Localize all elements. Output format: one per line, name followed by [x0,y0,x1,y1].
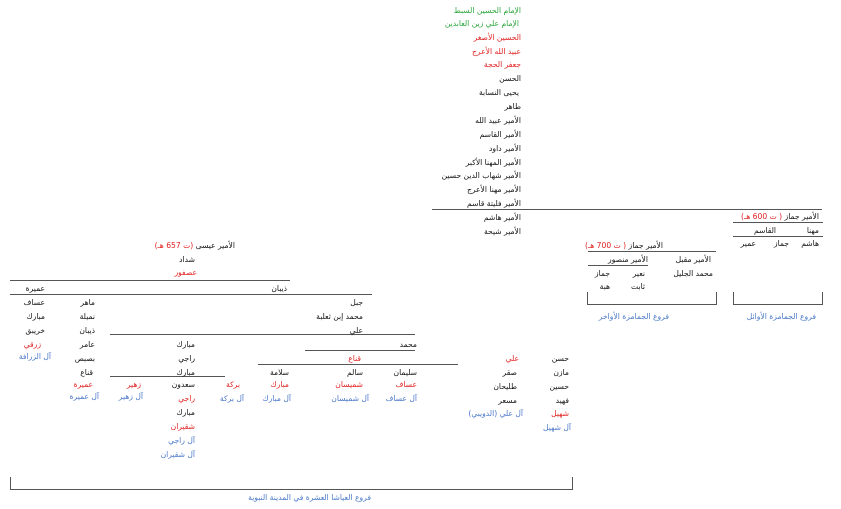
bracket-line [733,292,734,304]
branch-caption: آل عميرة [69,392,99,401]
connector-line [733,236,823,237]
chain-item: الأمير شهاب الدين حسين [441,171,521,180]
node: عصفور [174,268,197,277]
chain-item: طاهر [504,102,521,111]
bottom-caption: فروع العياشا العشرة في المدينة النبوية [248,493,371,502]
node: عمير [740,239,756,248]
node: هاشم [801,239,819,248]
node: حسن [551,354,569,363]
chain-item: الأمير عبيد الله [475,116,521,125]
node: مبارك [176,408,195,417]
connector-line [258,364,458,365]
branch-caption: فروع الجمامزة الأواخر [598,312,669,321]
branch-caption: آل شهيل [543,423,571,432]
chain-item: الحسين الأصغر [473,33,521,42]
node-head [155,242,235,250]
node: بركة [226,380,240,389]
node: زرقي [23,340,41,349]
node-head [741,213,819,221]
node: ذيبان [271,284,287,293]
connector-line [110,376,225,377]
node-name: الأمير جماز [784,212,819,221]
node: شميسان [335,380,363,389]
connector-line [588,265,648,266]
connector-line [305,350,415,351]
connector-line [10,280,290,281]
branch-caption: آل راجي [168,436,195,445]
connector-line [432,209,822,210]
connector-line [62,294,372,295]
node: ثابت [631,282,645,291]
branch-caption: فروع الجمامزة الأوائل [746,312,816,321]
chain-item: جعفر الحجة [483,60,521,69]
branch-caption: آل شقيران [160,450,195,459]
node: شداد [179,255,195,264]
node: مسعر [498,396,517,405]
node-head [585,242,663,250]
bracket-line [10,489,573,490]
node: محمد الجليل [673,269,713,278]
node: قناع [80,368,93,377]
branch-caption: آل الزرافة [18,352,51,361]
connector-line [110,334,415,335]
chain-item: الإمام علي زين العابدين [444,19,519,28]
node: سعدون [171,380,195,389]
node: فهيد [555,396,569,405]
node: مبارك [270,380,289,389]
chain-item: الأمير مهنا الأعرج [466,185,521,194]
node: مبارك [176,340,195,349]
node: زهير [126,380,141,389]
connector-line [588,251,716,252]
node: نعير [632,269,645,278]
node: محمد إبن ثعلبة [316,312,363,321]
node-date: (ت 657 هـ) [154,241,194,250]
node: مبارك [26,312,45,321]
node: جماز [773,239,789,248]
node: شقيران [170,422,195,431]
bracket-line [572,477,573,489]
chain-item: الأمير فليتة قاسم [467,199,521,208]
chain-item: الأمير المهنا الأكبر [465,158,521,167]
bracket-line [733,304,823,305]
node: مازن [553,368,569,377]
chain-item: الحسن [499,74,521,83]
node: ماهر [80,298,95,307]
node: سالم [346,368,363,377]
chain-item: الأمير القاسم [479,130,521,139]
bracket-line [10,477,11,489]
node: حسين [549,382,569,391]
bracket-line [822,292,823,304]
bracket-line [587,304,717,305]
node: راجي [178,394,195,403]
branch-caption: آل علي (الدويبي) [468,409,523,418]
node: سليمان [393,368,417,377]
branch-caption: آل زهير [118,392,143,401]
node: القاسم [754,226,776,235]
node: جبل [350,298,363,307]
node: راجي [178,354,195,363]
node: صقر [502,368,517,377]
node: الأمير مقبل [675,255,711,264]
chain-item: الأمير هاشم [483,213,521,222]
node: عميرة [25,284,45,293]
node-date: ( ت 600 هـ) [741,212,783,221]
node: عامر [79,340,95,349]
node: سلامة [269,368,289,377]
bracket-line [587,292,588,304]
chain-item: عبيد الله الأعرج [472,47,521,56]
node: عميرة [73,380,93,389]
node: ذيبان [79,326,95,335]
chain-item: يحيى النسابة [478,88,519,97]
branch-caption: آل مبارك [262,394,291,403]
node: علي [349,326,363,335]
bracket-line [716,292,717,304]
node: طليحان [493,382,517,391]
node: مهنا [806,226,819,235]
connector-line [733,222,823,223]
node-name: الأمير جماز [628,241,663,250]
node: شهيل [551,409,569,418]
node-date: ( ت 700 هـ) [585,241,627,250]
node: خريبق [25,326,45,335]
branch-caption: آل شميسان [331,394,369,403]
node-name: الأمير عيسى [195,241,235,250]
branch-caption: آل عساف [385,394,417,403]
node: قناع [348,354,361,363]
chain-item: الإمام الحسين السبط [453,6,521,15]
node: نميلة [79,312,95,321]
node: مبارك [176,368,195,377]
node: محمد [399,340,417,349]
node: هبة [599,282,610,291]
node: بصبص [74,354,95,363]
node: علي [505,354,519,363]
node: الأمير منصور [608,255,648,264]
node: عساف [395,380,417,389]
node: عساف [23,298,45,307]
node: جماز [594,269,610,278]
branch-caption: آل بركة [219,394,244,403]
chain-item: الأمير شيحة [483,227,521,236]
chain-item: الأمير داود [489,144,521,153]
